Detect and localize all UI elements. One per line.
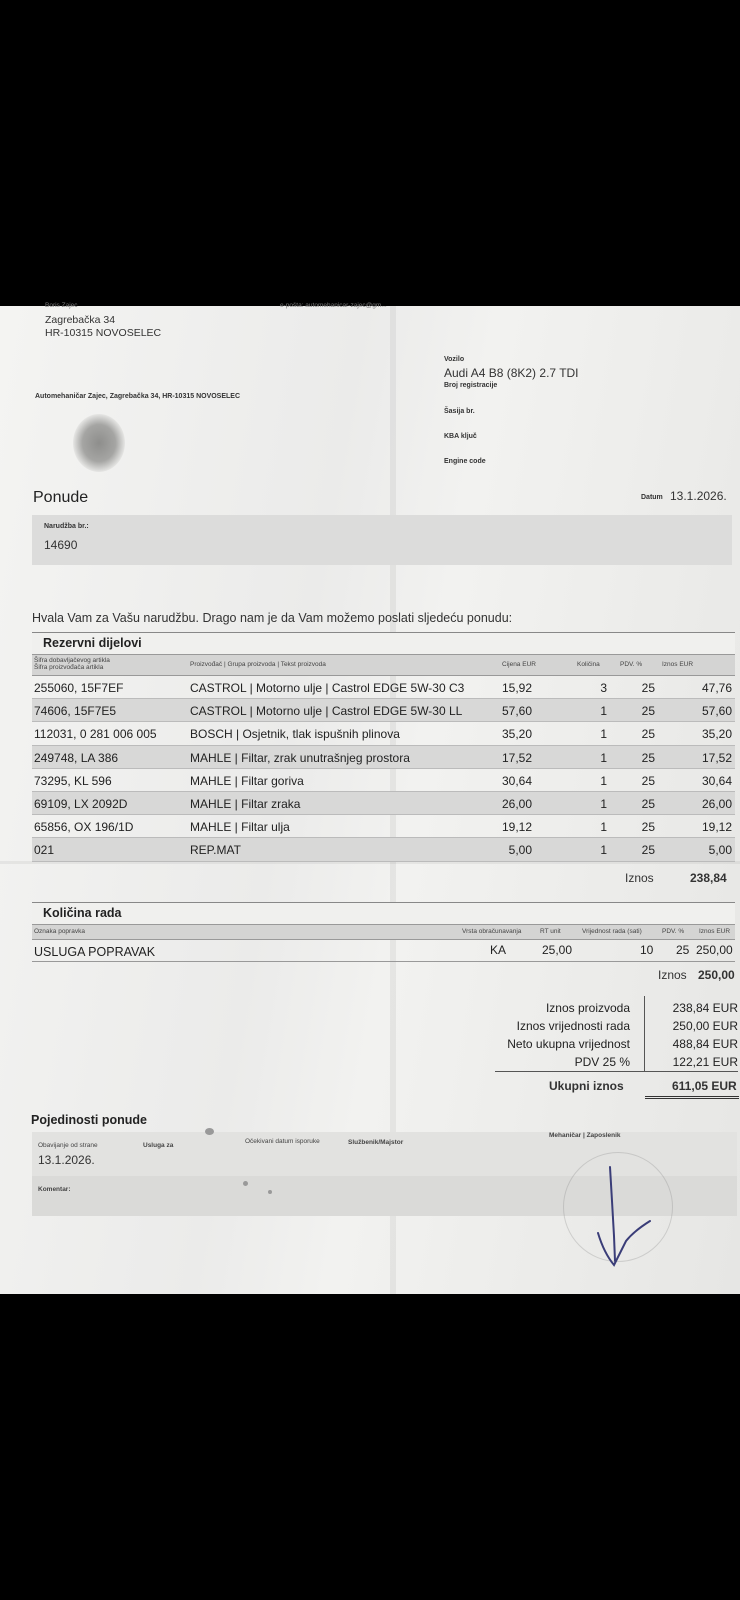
date-value: 13.1.2026. (670, 489, 727, 503)
chassis-label: Šasija br. (444, 408, 475, 415)
labor-row (32, 940, 735, 962)
part-code: 021 (34, 843, 55, 858)
header-amount: Iznos EUR (662, 661, 694, 668)
part-vat: 25 (641, 773, 655, 788)
labor-total-value: 250,00 (698, 968, 735, 982)
part-code: 73295, KL 596 (34, 773, 112, 788)
order-label: Narudžba br.: (44, 523, 89, 530)
labor-total-label: Iznos (658, 968, 687, 982)
vehicle-model: Audi A4 B8 (8K2) 2.7 TDI (444, 366, 579, 380)
part-code: 69109, LX 2092D (34, 797, 128, 811)
grand-total-label: Ukupni iznos (549, 1079, 624, 1093)
intro-text: Hvala Vam za Vašu narudžbu. Drago nam je da Vam možemo poslati sljedeću ponudu: (32, 611, 513, 625)
offer-document (0, 302, 740, 1294)
summary-value: 250,00 EUR (672, 1019, 738, 1033)
document-title: Ponude (33, 489, 89, 506)
parts-row (32, 838, 735, 861)
parts-header (32, 654, 735, 676)
part-description: CASTROL | Motorno ulje | Castrol EDGE 5W-30 LL (190, 704, 463, 719)
part-vat: 25 (641, 843, 655, 858)
dust-spot (243, 1181, 248, 1186)
parts-row (32, 676, 735, 699)
part-code: 65856, OX 196/1D (34, 820, 134, 835)
part-description: REP.MAT (190, 843, 241, 858)
part-amount: 19,12 (701, 820, 732, 835)
parts-row (32, 699, 735, 722)
summary-divider (644, 996, 645, 1072)
part-price: 26,00 (501, 797, 532, 811)
sender-name: Boris Zajec (45, 302, 78, 309)
labor-code: USLUGA POPRAVAK (34, 945, 156, 959)
part-description: MAHLE | Filtar ulja (190, 820, 290, 835)
part-price: 5,00 (508, 843, 532, 858)
labor-header-amount: Iznos EUR (699, 928, 731, 935)
summary-label: Neto ukupna vrijednost (507, 1037, 630, 1051)
header-code2: Šifra proizvođača artikla (34, 664, 104, 671)
parts-row (32, 722, 735, 745)
summary-label: Iznos proizvoda (545, 1001, 630, 1015)
summary-value: 488,84 EUR (672, 1037, 738, 1051)
part-description: MAHLE | Filtar zraka (190, 797, 301, 811)
notified-label: Obavijanje od strane (38, 1142, 98, 1149)
header-qty: Količina (577, 661, 600, 668)
labor-header-vat: PDV. % (662, 928, 685, 935)
part-amount: 5,00 (708, 843, 732, 858)
signature (590, 1161, 660, 1271)
part-price: 19,12 (501, 820, 532, 835)
part-vat: 25 (641, 820, 655, 835)
part-code: 255060, 15F7EF (34, 681, 124, 695)
summary-underline (495, 1071, 738, 1072)
part-amount: 26,00 (701, 797, 732, 811)
part-quantity: 1 (600, 750, 607, 765)
part-vat: 25 (641, 750, 655, 765)
notified-value: 13.1.2026. (38, 1153, 95, 1167)
part-code: 249748, LA 386 (34, 750, 119, 765)
part-amount: 47,76 (701, 681, 732, 695)
parts-row (32, 792, 735, 815)
order-box (32, 515, 732, 565)
part-vat: 25 (641, 681, 655, 695)
clerk-label: Službenik/Majstor (348, 1139, 404, 1146)
comment-label: Komentar: (38, 1186, 71, 1193)
parts-row (32, 769, 735, 792)
date-label: Datum (641, 494, 663, 501)
sender-city: HR-10315 NOVOSELEC (45, 327, 162, 339)
part-price: 30,64 (501, 773, 532, 788)
parts-title: Rezervni dijelovi (43, 636, 142, 650)
summary-value: 238,84 EUR (672, 1001, 738, 1015)
part-code: 112031, 0 281 006 005 (34, 727, 157, 742)
part-price: 57,60 (501, 704, 532, 719)
labor-title-bar (32, 902, 735, 924)
part-description: MAHLE | Filtar, zrak unutrašnjeg prostora (190, 750, 410, 765)
sender-street: Zagrebačka 34 (45, 314, 116, 326)
labor-type: KA (490, 943, 507, 957)
labor-header-type: Vrsta obračunavanja (462, 928, 522, 935)
summary-label: PDV 25 % (574, 1055, 630, 1069)
mechanic-label: Mehaničar | Zaposlenik (549, 1132, 621, 1139)
labor-amount: 250,00 (696, 943, 733, 957)
part-description: BOSCH | Osjetnik, tlak ispušnih plinova (190, 727, 400, 742)
part-amount: 17,52 (701, 750, 732, 765)
header-price: Cijena EUR (502, 661, 536, 668)
labor-rt: 25,00 (542, 943, 573, 957)
details-title: Pojedinosti ponude (31, 1113, 147, 1127)
summary-label: Iznos vrijednosti rada (516, 1019, 630, 1033)
service-label: Usluga za (143, 1142, 174, 1149)
part-amount: 30,64 (701, 773, 732, 788)
parts-total-value: 238,84 (690, 871, 727, 885)
part-vat: 25 (641, 797, 655, 811)
labor-header (32, 924, 735, 940)
header-code1: Šifra dobavljačevog artikla (34, 657, 110, 664)
expected-label: Očekivani datum isporuke (245, 1138, 320, 1145)
parts-row (32, 815, 735, 838)
summary-value: 122,21 EUR (672, 1055, 738, 1069)
reg-label: Broj registracije (444, 382, 498, 389)
engine-code-label: Engine code (444, 458, 486, 465)
part-quantity: 3 (600, 681, 607, 695)
labor-vat: 25 (676, 943, 690, 957)
part-vat: 25 (641, 704, 655, 719)
part-price: 15,92 (501, 681, 532, 695)
parts-row (32, 746, 735, 769)
part-quantity: 1 (600, 727, 607, 742)
part-quantity: 1 (600, 797, 607, 811)
part-quantity: 1 (600, 820, 607, 835)
labor-title: Količina rada (43, 906, 122, 920)
part-quantity: 1 (600, 773, 607, 788)
part-vat: 25 (641, 727, 655, 742)
labor-header-code: Oznaka popravka (34, 928, 85, 935)
dust-spot (268, 1190, 272, 1194)
vehicle-label: Vozilo (444, 356, 465, 363)
part-quantity: 1 (600, 843, 607, 858)
kba-label: KBA ključ (444, 433, 477, 440)
labor-value: 10 (640, 943, 654, 957)
part-price: 35,20 (501, 727, 532, 742)
header-desc: Proizvođač | Grupa proizvoda | Tekst proizvoda (190, 661, 326, 668)
part-code: 74606, 15F7E5 (34, 704, 117, 719)
grand-total-value: 611,05 EUR (672, 1079, 737, 1093)
grand-total-underline (645, 1096, 739, 1099)
company-line: Automehaničar Zajec, Zagrebačka 34, HR-10315 NOVOSELEC (35, 393, 241, 400)
parts-total-label: Iznos (625, 871, 654, 885)
part-description: CASTROL | Motorno ulje | Castrol EDGE 5W-30 C3 (190, 681, 465, 695)
header-vat: PDV. % (620, 661, 643, 668)
smudge-stain (73, 414, 125, 472)
labor-header-rt: RT unit (540, 928, 561, 935)
part-description: MAHLE | Filtar goriva (190, 773, 304, 788)
part-amount: 35,20 (701, 727, 732, 742)
dust-spot (205, 1128, 214, 1135)
part-amount: 57,60 (701, 704, 732, 719)
labor-header-value: Vrijednost rada (sati) (582, 928, 642, 935)
sender-email: e-pošta: automehanicar-zajec@gm... (280, 302, 387, 309)
order-value: 14690 (44, 538, 78, 552)
part-quantity: 1 (600, 704, 607, 719)
part-price: 17,52 (501, 750, 532, 765)
